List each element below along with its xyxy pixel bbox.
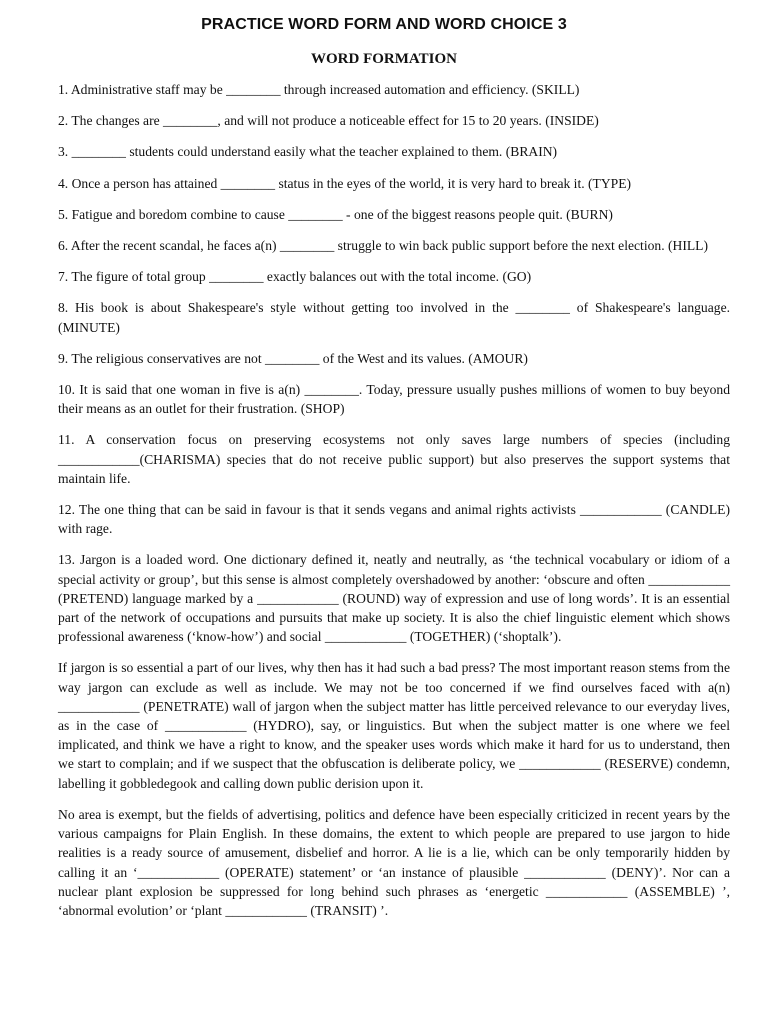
- exercise-item-6: 6. After the recent scandal, he faces a(n) ________ struggle to win back public support before the next election. (HILL): [58, 238, 709, 254]
- exercise-body: [58, 80, 730, 932]
- exercise-item-1: 1. Administrative staff may be ________ through increased automation and efficiency. (SKILL): [58, 82, 580, 97]
- exercise-item-8: 8. His book is about Shakespeare's style without getting too involved in the ________ of Shakespeare's language. (MINUTE): [58, 300, 730, 335]
- page-title: PRACTICE WORD FORM AND WORD CHOICE 3: [201, 16, 567, 33]
- exercise-item-5: 5. Fatigue and boredom combine to cause ________ - one of the biggest reasons people quit. (BURN): [58, 206, 613, 222]
- exercise-item-3: 3. ________ students could understand easily what the teacher explained to them. (BRAIN): [58, 144, 558, 160]
- section-heading: WORD FORMATION: [311, 51, 457, 67]
- exercise-item-7: 7. The figure of total group ________ exactly balances out with the total income. (GO): [58, 269, 532, 285]
- passage-paragraph-2: If jargon is so essential a part of our lives, why then has it had such a bad press? The most important reason stems from the way jargon can exclude as well as include. We may not be too concerned if we find ourselves faced with a(n) ____________ (PENETRATE) wall of jargon when the subject matter has little perceived relevance to our everyday lives, as in the case of ____________ (HYDRO), say, or linguistics. But when the subject matter is one where we feel implicated, and think we have a right to know, and the speaker uses words which make it hard for us to understand, then we start to complain; and if we suspect that the obfuscation is deliberate policy, we ____________ (RESERVE) condemn, labelling it gobbledegook and calling down public derision upon it.: [58, 660, 730, 791]
- exercise-item-9: 9. The religious conservatives are not ________ of the West and its values. (AMOUR): [58, 350, 528, 366]
- exercise-item-11: 11. A conservation focus on preserving ecosystems not only saves large numbers of species (including ____________(CHARISMA) species that do not receive public support) but also preserves the support systems that maintain life.: [58, 432, 730, 486]
- passage-paragraph-3: No area is exempt, but the fields of advertising, politics and defence have been especially criticized in recent years by the various campaigns for Plain English. In these domains, the extent to which people are prepared to use jargon to hide realities is a ready source of amusement, disbelief and horror. A lie is a lie, which can be only temporarily hidden by calling it an ‘____________ (OPERATE) statement’ or ‘an instance of plausible ____________ (DENY)’. Nor can a nuclear plant explosion be suppressed for long behind such phrases as ‘energetic ____________ (ASSEMBLE) ’, ‘abnormal evolution’ or ‘plant ____________ (TRANSIT) ’.: [58, 806, 730, 918]
- exercise-item-13: 13. Jargon is a loaded word. One dictionary defined it, neatly and neutrally, as ‘the technical vocabulary or idiom of a special activity or group’, but this sense is almost completely overshadowed by another: ‘obscure and often ____________ (PRETEND) language marked by a ____________ (ROUND) way of expression and use of long words’. It is an essential part of the network of occupations and pursuits that make up society. It is also the chief linguistic element which shows professional awareness (‘know-how’) and social ____________ (TOGETHER) (‘shoptalk’).: [58, 552, 730, 645]
- exercise-item-4: 4. Once a person has attained ________ status in the eyes of the world, it is very hard to break it. (TYPE): [58, 175, 632, 191]
- exercise-item-2: 2. The changes are ________, and will not produce a noticeable effect for 15 to 20 years. (INSIDE): [58, 113, 599, 129]
- exercise-item-10: 10. It is said that one woman in five is a(n) ________. Today, pressure usually pushes millions of women to buy beyond their means as an outlet for their frustration. (SHOP): [58, 382, 730, 417]
- exercise-item-12: 12. The one thing that can be said in favour is that it sends vegans and animal rights activists ____________ (CANDLE) with rage.: [58, 502, 730, 537]
